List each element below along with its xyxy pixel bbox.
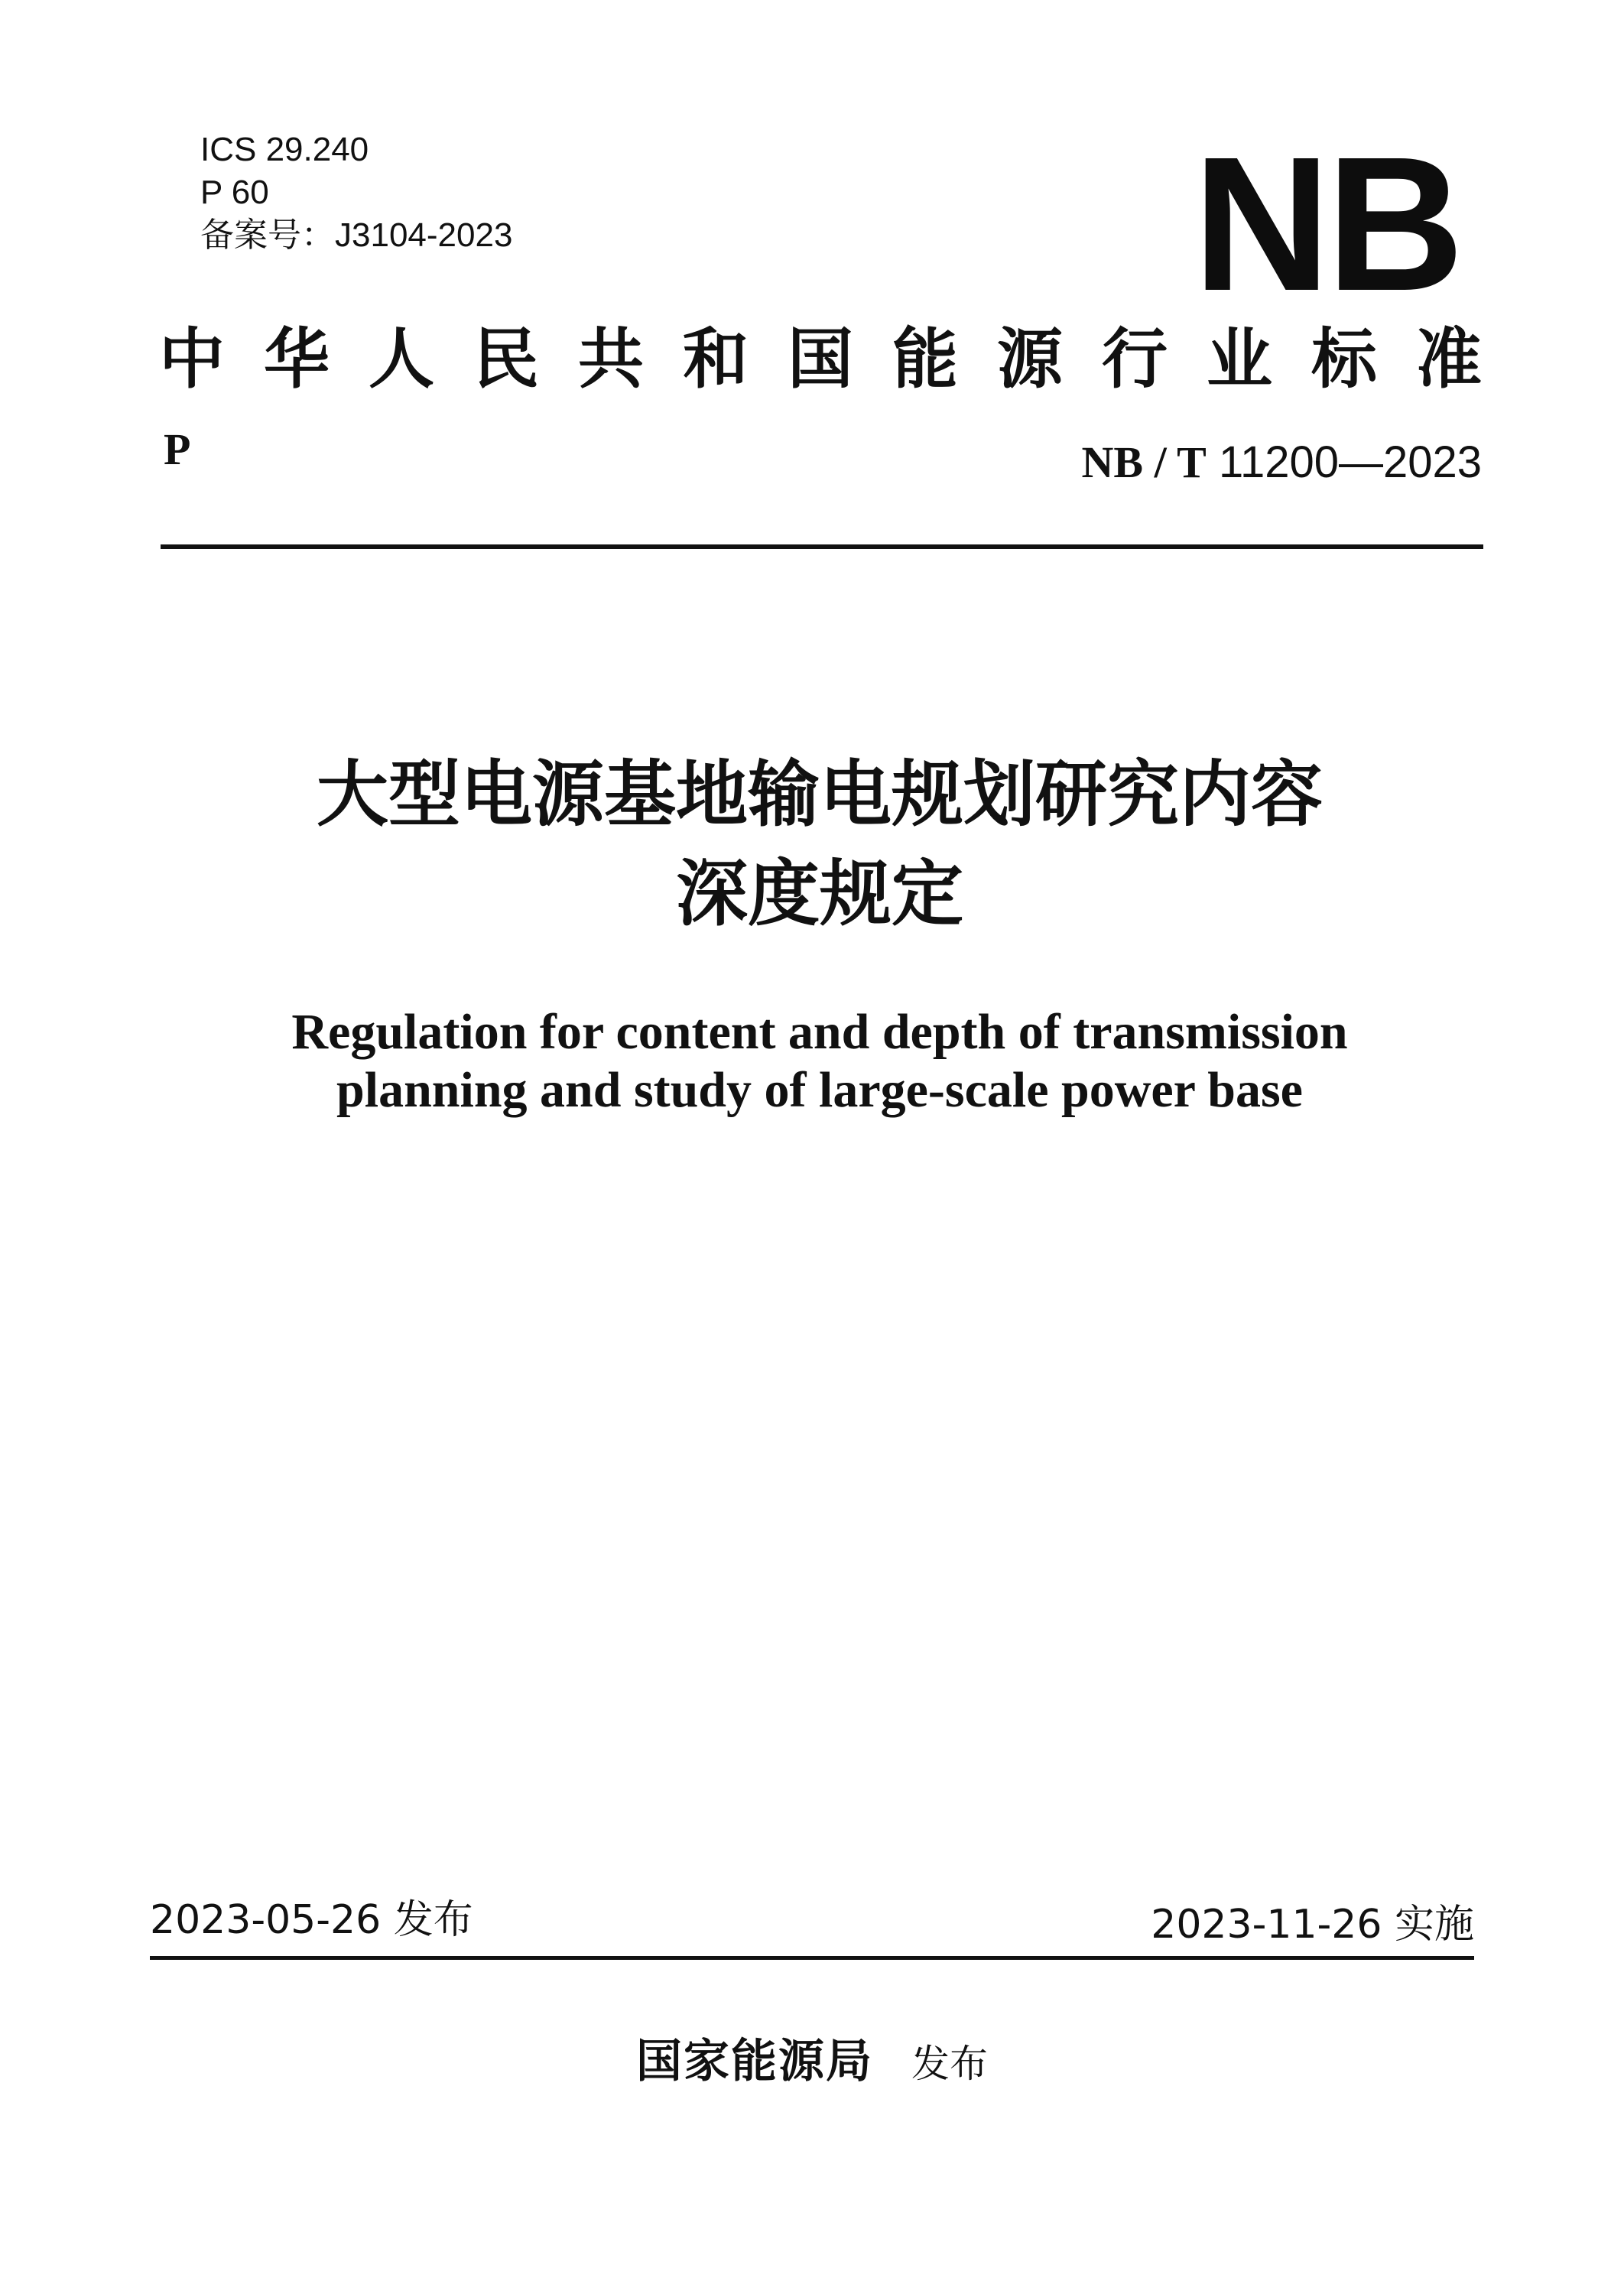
publisher-line bbox=[0, 2025, 1624, 2091]
english-title-line-1: Regulation for content and depth of transmission bbox=[291, 1004, 1348, 1060]
category-code: P bbox=[164, 424, 191, 474]
chinese-title-line-2: 深度规定 bbox=[675, 853, 963, 936]
implementation-date: 2023-11-26 实施 bbox=[1151, 1902, 1474, 1948]
issue-date: 2023-05-26 发布 bbox=[150, 1897, 473, 1943]
nb-logo: NB bbox=[1193, 117, 1460, 330]
bottom-divider bbox=[150, 1956, 1474, 1960]
ics-code: ICS 29.240 bbox=[200, 131, 369, 168]
standard-number bbox=[1082, 436, 1482, 488]
publisher-org: 国家能源局 bbox=[636, 2035, 873, 2088]
ccs-code: P 60 bbox=[200, 174, 269, 211]
publisher-action: 发布 bbox=[911, 2042, 988, 2086]
authority-title: 中华人民共和国能源行业标准 bbox=[159, 320, 1482, 398]
top-divider bbox=[161, 544, 1483, 549]
english-title-line-2: planning and study of large-scale power base bbox=[336, 1062, 1303, 1118]
chinese-title-line-1: 大型电源基地输电规划研究内容 bbox=[316, 753, 1323, 837]
english-title bbox=[0, 1003, 1624, 1119]
classification-codes bbox=[200, 128, 512, 257]
standard-code: 11200—2023 bbox=[1206, 437, 1482, 487]
standard-prefix: NB / T bbox=[1081, 437, 1207, 487]
chinese-title bbox=[0, 746, 1624, 944]
filing-number: 备案号：J3104-2023 bbox=[200, 216, 513, 254]
